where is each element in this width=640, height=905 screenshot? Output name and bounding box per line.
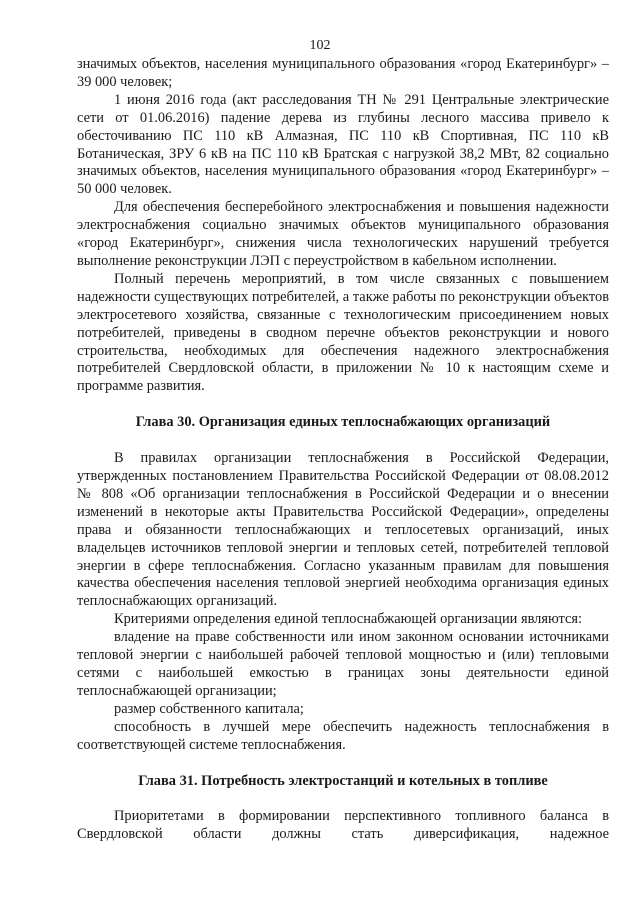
document-body — [77, 56, 609, 844]
page-number: 102 — [309, 38, 331, 53]
chapter-heading: Глава 30. Организация единых теплоснабжающих организаций — [135, 414, 551, 431]
paragraph: способность в лучшей мере обеспечить надежность теплоснабжения в соответствующей системе теплоснабжения. — [77, 718, 609, 753]
paragraph: Полный перечень мероприятий, в том числе связанных с повышением надежности существующих потребителей, а также работы по реконструкции объектов электросетевого хозяйства, связанные с технологическим присоединением новых потребителей, приведены в сводном перечне объектов реконструкции и нового строительства, необходимых для обеспечения надежного электроснабжения потребителей Свердловской области, в приложении № 10 к настоящим схеме и программе развития. — [77, 270, 609, 395]
paragraph: В правилах организации теплоснабжения в Российской Федерации, утвержденных постановлением Правительства Российской Федерации от 08.08.2012 № 808 «Об организации теплоснабжения в Российской Федерации и о внесении изменений в некоторые акты Правительства Российской Федерации», определены права и обязанности теплоснабжающих и теплосетевых организаций, иных владельцев источников тепловой энергии и тепловых сетей, потребителей тепловой энергии в сфере теплоснабжения. Согласно указанным правилам для повышения качества обеспечения населения тепловой энергией необходима организация единых теплоснабжающих организаций. — [77, 450, 609, 610]
paragraph: 1 июня 2016 года (акт расследования ТН № 291 Центральные электрические сети от 01.06.2016) падение дерева из глубины лесного массива привело к обесточиванию ПС 110 кВ Алмазная, ПС 110 кВ Спортивная, ПС 110 кВ Ботаническая, ЗРУ 6 кВ на ПС 110 кВ Братская с нагрузкой 38,2 МВт, 82 социально значимых объектов, населения муниципального образования «город Екатеринбург» – 50 000 человек. — [77, 91, 609, 198]
paragraph: значимых объектов, населения муниципального образования «город Екатеринбург» – 39 000 человек; — [77, 56, 609, 90]
paragraph: Приоритетами в формировании перспективного топливного баланса в Свердловской области должны стать диверсификация, надежное — [77, 808, 609, 843]
chapter-heading: Глава 31. Потребность электростанций и котельных в топливе — [138, 772, 548, 789]
paragraph: размер собственного капитала; — [114, 700, 304, 717]
paragraph: владение на праве собственности или ином законном основании источниками тепловой энергии с наибольшей рабочей тепловой мощностью и (или) тепловыми сетями с наибольшей емкостью в границах зоны деятельности единой теплоснабжающей организации; — [77, 629, 609, 699]
paragraph: Критериями определения единой теплоснабжающей организации являются: — [114, 611, 583, 628]
paragraph: Для обеспечения бесперебойного электроснабжения и повышения надежности электроснабжения социально значимых объектов муниципального образования «город Екатеринбург», снижения числа технологических нарушений требуется выполнение реконструкции ЛЭП с переустройством в кабельном исполнении. — [77, 199, 609, 269]
